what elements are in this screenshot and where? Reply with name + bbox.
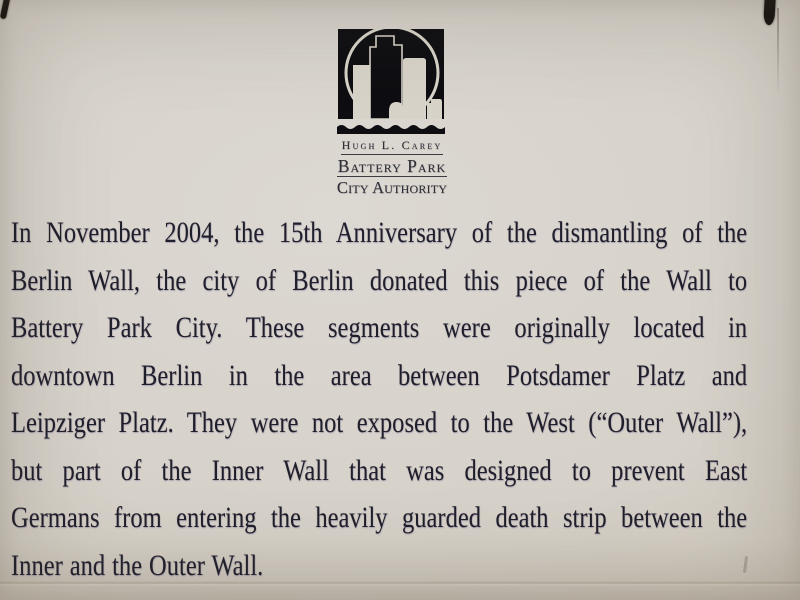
paragraph-line-2: Berlin Wall, the city of Berlin donated this piece of the Wall to: [11, 263, 748, 297]
skyline-in-circle-over-water-icon: [336, 29, 448, 134]
sign-crease: [0, 581, 800, 586]
paragraph-line-1: In November 2004, the 15th Anniversary of the dismantling of the: [11, 216, 748, 249]
paragraph-line-7: Germans from entering the heavily guarded death strip between the: [11, 501, 748, 534]
logo-text-city-authority: City Authority: [336, 178, 448, 197]
paragraph-line-6: but part of the Inner Wall that was designed to prevent East: [11, 453, 748, 487]
wall-seam: [777, 8, 779, 96]
paragraph-line-3: Battery Park City. These segments were originally located in: [11, 311, 748, 344]
paragraph-line-4: downtown Berlin in the area between Potsdamer Platz and: [11, 358, 748, 392]
logo-text-battery-park: Battery Park: [337, 156, 447, 176]
plaque-paragraph: [11, 209, 747, 589]
logo-text-hugh-l-carey: Hugh L. Carey: [341, 139, 444, 155]
photo-smudge: [743, 556, 748, 573]
paragraph-line-5: Leipziger Platz. They were not exposed to the West (“Outer Wall”),: [11, 406, 748, 439]
mounting-clip-left-icon: [0, 0, 10, 19]
paragraph-line-8: Inner and the Outer Wall.: [11, 548, 264, 582]
mounting-clip-right-icon: [763, 0, 775, 25]
battery-park-city-authority-logo: [331, 29, 453, 197]
